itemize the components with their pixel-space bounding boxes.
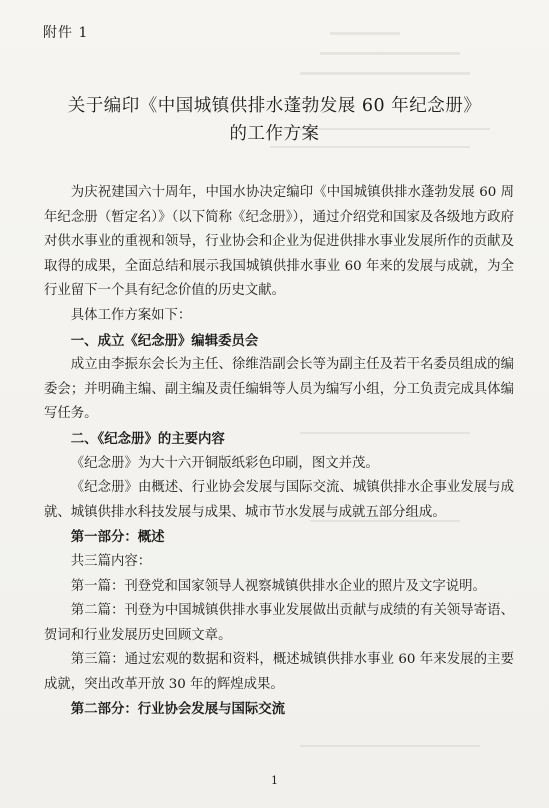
document-title-line1: 关于编印《中国城镇供排水蓬勃发展 60 年纪念册》 [67,96,482,116]
chapter-2-paragraph: 第二篇：刊登为中国城镇供排水事业发展做出贡献与成绩的有关领导寄语、贺词和行业发展历史回顾文章。 [44,603,514,643]
section2-heading: 二、《纪念册》的主要内容 [70,430,225,447]
part1-intro: 共三篇内容： [70,553,152,569]
part2-heading: 第二部分：行业协会发展与国际交流 [70,701,286,718]
format-paragraph: 《纪念册》为大十六开铜版纸彩色印刷，图文并茂。 [70,455,379,471]
plan-intro: 具体工作方案如下： [70,307,192,323]
annex-label: 附件 1 [43,25,89,41]
chapter-3-paragraph: 第三篇：通过宏观的数据和资料，概述城镇供排水事业 60 年来发展的主要成就，突出改革开放 30 年的辉煌成果。 [44,652,514,692]
intro-paragraph: 为庆祝建国六十周年，中国水协决定编印《中国城镇供排水蓬勃发展 60 周年纪念册（暂定名）》（以下简称《纪念册》），通过介绍党和国家及各级地方政府对供水事业的重视和领导，行业协会和企业为促进供排水事业发展所作的贡献及取得的成果，全面总结和展示我国城镇供排水事业 60 年来的发展与成就，为全行业留下一个具有纪念价值的历史文献。 [44,185,514,299]
section1-paragraph: 成立由李振东会长为主任、徐维浩副会长等为副主任及若干名委员组成的编委会；并明确主编、副主编及责任编辑等人员为编写小组，分工负责完成具体编写任务。 [44,357,514,422]
composition-paragraph: 《纪念册》由概述、行业协会发展与国际交流、城镇供排水企事业发展与成就、城镇供排水科技发展与成果、城市节水发展与成就五部分组成。 [44,480,514,520]
document-title-line2: 的工作方案 [229,124,320,144]
document-body [44,181,514,722]
part1-heading: 第一部分：概述 [70,529,165,546]
chapter-1-paragraph: 第一篇：刊登党和国家领导人视察城镇供排水企业的照片及文字说明。 [70,578,486,594]
page-number: 1 [271,774,278,787]
section1-heading: 一、成立《纪念册》编辑委员会 [70,332,259,349]
